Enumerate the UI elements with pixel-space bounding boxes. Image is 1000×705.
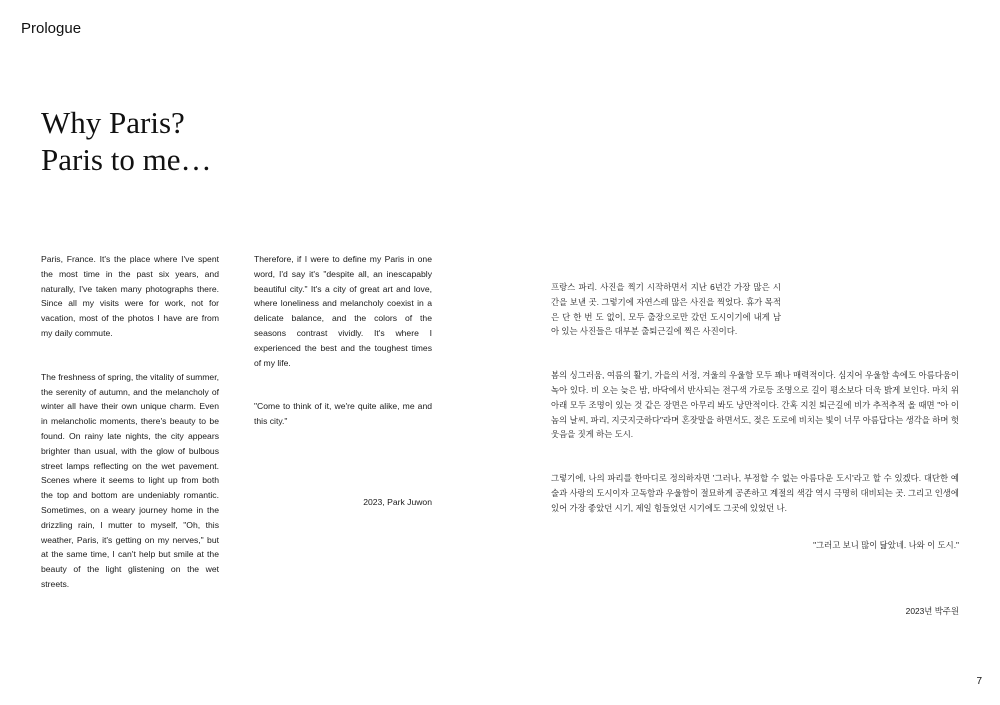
title-line-2: Paris to me… <box>41 142 212 177</box>
page-title <box>41 104 212 178</box>
english-paragraph-1: Paris, France. It's the place where I've spent the most time in the past six years, and naturally, I've taken many photographs there. Since all my visits were for work, not for vacation, most of the photos I have are from my daily commute. <box>41 254 219 338</box>
english-column-right <box>254 252 432 510</box>
korean-paragraph-1: 프랑스 파리. 사진을 찍기 시작하면서 지난 6년간 가장 많은 시간을 보낸 곳. 그렇기에 자연스레 많은 사진을 찍었다. 휴가 목적은 단 한 번 도 없이, 모두 출장으로만 갔던 도시이기에 내게 남아 있는 사진들은 대부분 출퇴근길에 찍은 사진이다. <box>551 282 781 337</box>
english-quote: "Come to think of it, we're quite alike, me and this city." <box>254 401 432 427</box>
english-signature: 2023, Park Juwon <box>363 496 432 507</box>
page-number: 7 <box>976 676 982 687</box>
english-paragraph-3: Therefore, if I were to define my Paris in one word, I'd say it's "despite all, an inescapably beautiful city." It's a city of great art and love, where loneliness and melancholy coexist in a delicate balance, and the colors of the seasons contrast vividly. It's where I experienced the best and the toughest times of my life. <box>254 254 432 368</box>
korean-paragraph-2: 봄의 싱그러움, 여름의 활기, 가을의 서정, 겨울의 우울함 모두 꽤나 매력적이다. 심지어 우울함 속에도 아름다움이 녹아 있다. 비 오는 늦은 밤, 바닥에서 반사되는 전구색 가로등 조명으로 길이 평소보다 더욱 밝게 보인다. 마치 위아래 모두 조명이 있는 것 같은 장면은 아무리 봐도 낭만적이다. 간혹 지친 퇴근길에 비가 추적추적 올 때면 "아 이놈의 날씨, 파리, 지긋지긋하다"라며 혼잣말을 하면서도, 젖은 도로에 비치는 빛이 너무 아름답다는 생각을 하며 헛웃음을 짓게 하는 도시. <box>551 370 959 440</box>
korean-quote: "그러고 보니 많이 닮았네. 나와 이 도시." <box>813 539 959 550</box>
english-paragraph-2: The freshness of spring, the vitality of summer, the serenity of autumn, and the melancholy of winter all have their own unique charm. Even in melancholic moments, there's beauty to be found. On rainy late nights, the city appears brighter than usual, with the glow of bulbous street lamps reflecting on the wet pavement. Scenes where it seems to light up from both the top and bottom are undeniably romantic. Sometimes, on a weary journey home in the drizzling rain, I mutter to myself, "Oh, this weather, Paris, it's getting on my nerves," but at the same time, I can't help but smile at the beauty of the light glistening on the wet streets. <box>41 371 219 589</box>
section-label: Prologue <box>21 20 82 37</box>
korean-column <box>551 280 959 619</box>
title-line-1: Why Paris? <box>41 105 185 140</box>
korean-signature: 2023년 박주원 <box>905 606 959 617</box>
english-column-left <box>41 252 219 592</box>
korean-paragraph-3: 그렇기에, 나의 파리를 한마디로 정의하자면 '그러나, 부정할 수 없는 아름다운 도시'라고 할 수 있겠다. 대단한 예술과 사랑의 도시이자 고독함과 우울함이 절묘하게 공존하고 계절의 색감 역시 극명히 대비되는 곳. 그리고 인생에 있어 가장 좋았던 시기, 제일 힘들었던 시기에도 그곳에 있었던 나. <box>551 473 959 513</box>
